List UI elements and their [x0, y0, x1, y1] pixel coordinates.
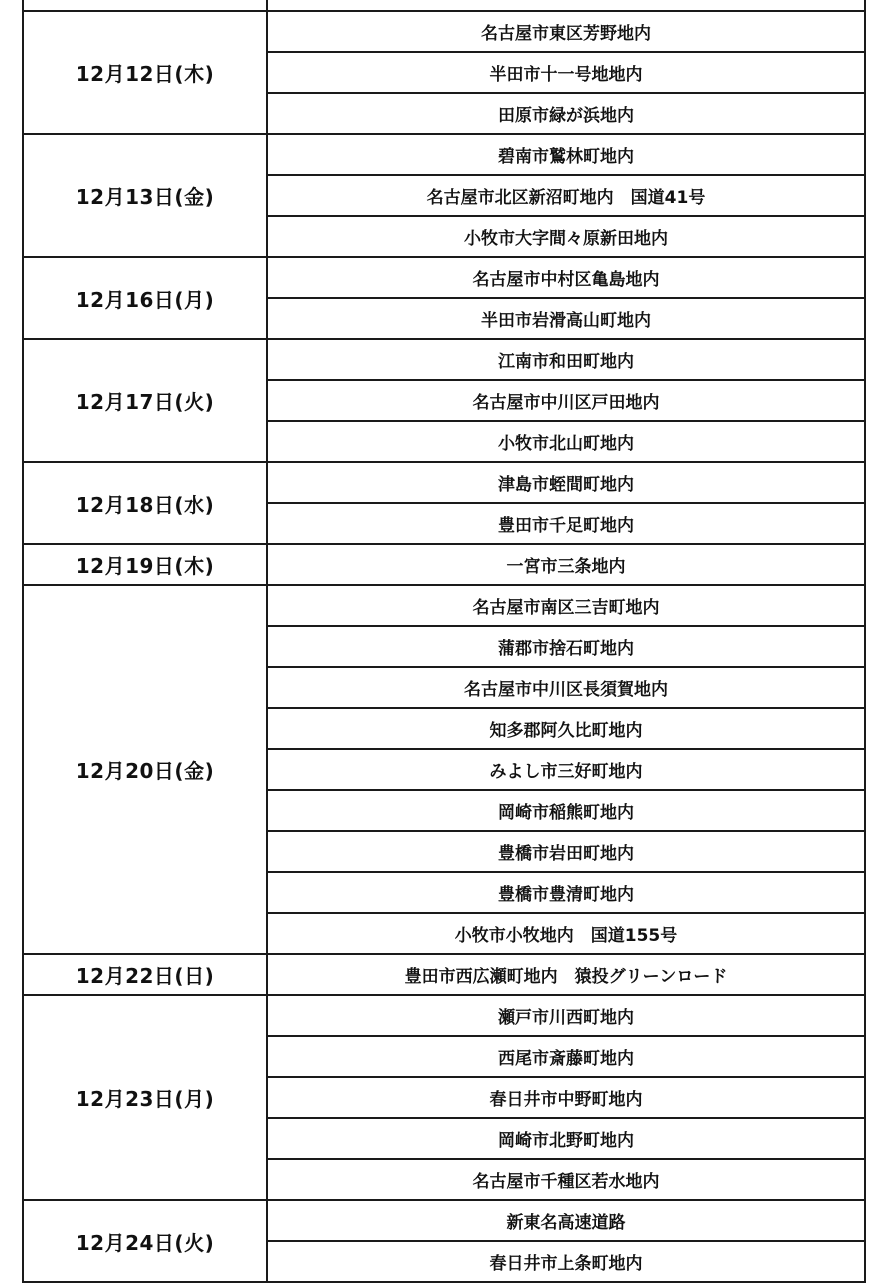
location-cell	[267, 0, 865, 11]
table-row	[23, 11, 865, 52]
table-row	[23, 995, 865, 1036]
location-cell: 春日井市中野町地内	[267, 1077, 865, 1118]
table-row	[23, 257, 865, 298]
location-cell: 名古屋市千種区若水地内	[267, 1159, 865, 1200]
date-cell: 12月24日(火)	[23, 1200, 267, 1282]
date-cell: 12月20日(金)	[23, 585, 267, 954]
location-cell: みよし市三好町地内	[267, 749, 865, 790]
date-cell: 12月17日(火)	[23, 339, 267, 462]
location-cell: 半田市岩滑高山町地内	[267, 298, 865, 339]
date-cell: 12月16日(月)	[23, 257, 267, 339]
table-row	[23, 0, 865, 11]
date-cell	[23, 0, 267, 11]
location-cell: 豊田市千足町地内	[267, 503, 865, 544]
table-row	[23, 585, 865, 626]
location-cell: 小牧市大字間々原新田地内	[267, 216, 865, 257]
date-cell: 12月12日(木)	[23, 11, 267, 134]
date-cell: 12月22日(日)	[23, 954, 267, 995]
table-row	[23, 462, 865, 503]
table-row	[23, 339, 865, 380]
date-cell: 12月19日(木)	[23, 544, 267, 585]
schedule-body	[23, 0, 865, 1282]
location-cell: 小牧市小牧地内 国道155号	[267, 913, 865, 954]
location-cell: 知多郡阿久比町地内	[267, 708, 865, 749]
location-cell: 豊橋市豊清町地内	[267, 872, 865, 913]
location-cell: 田原市緑が浜地内	[267, 93, 865, 134]
location-cell: 碧南市鷲林町地内	[267, 134, 865, 175]
location-cell: 新東名高速道路	[267, 1200, 865, 1241]
location-cell: 小牧市北山町地内	[267, 421, 865, 462]
location-cell: 名古屋市中村区亀島地内	[267, 257, 865, 298]
location-cell: 豊田市西広瀬町地内 猿投グリーンロード	[267, 954, 865, 995]
location-cell: 半田市十一号地地内	[267, 52, 865, 93]
location-cell: 春日井市上条町地内	[267, 1241, 865, 1282]
location-cell: 名古屋市北区新沼町地内 国道41号	[267, 175, 865, 216]
location-cell: 岡崎市稲熊町地内	[267, 790, 865, 831]
date-cell: 12月13日(金)	[23, 134, 267, 257]
location-cell: 一宮市三条地内	[267, 544, 865, 585]
date-cell: 12月23日(月)	[23, 995, 267, 1200]
location-cell: 豊橋市岩田町地内	[267, 831, 865, 872]
location-cell: 名古屋市東区芳野地内	[267, 11, 865, 52]
location-cell: 名古屋市中川区長須賀地内	[267, 667, 865, 708]
location-cell: 名古屋市中川区戸田地内	[267, 380, 865, 421]
location-cell: 岡崎市北野町地内	[267, 1118, 865, 1159]
date-cell: 12月18日(水)	[23, 462, 267, 544]
location-cell: 名古屋市南区三吉町地内	[267, 585, 865, 626]
table-row	[23, 954, 865, 995]
location-cell: 瀬戸市川西町地内	[267, 995, 865, 1036]
table-row	[23, 1200, 865, 1241]
schedule-table	[22, 0, 866, 1283]
location-cell: 蒲郡市捨石町地内	[267, 626, 865, 667]
table-row	[23, 544, 865, 585]
location-cell: 西尾市斎藤町地内	[267, 1036, 865, 1077]
location-cell: 津島市蛭間町地内	[267, 462, 865, 503]
table-row	[23, 134, 865, 175]
location-cell: 江南市和田町地内	[267, 339, 865, 380]
